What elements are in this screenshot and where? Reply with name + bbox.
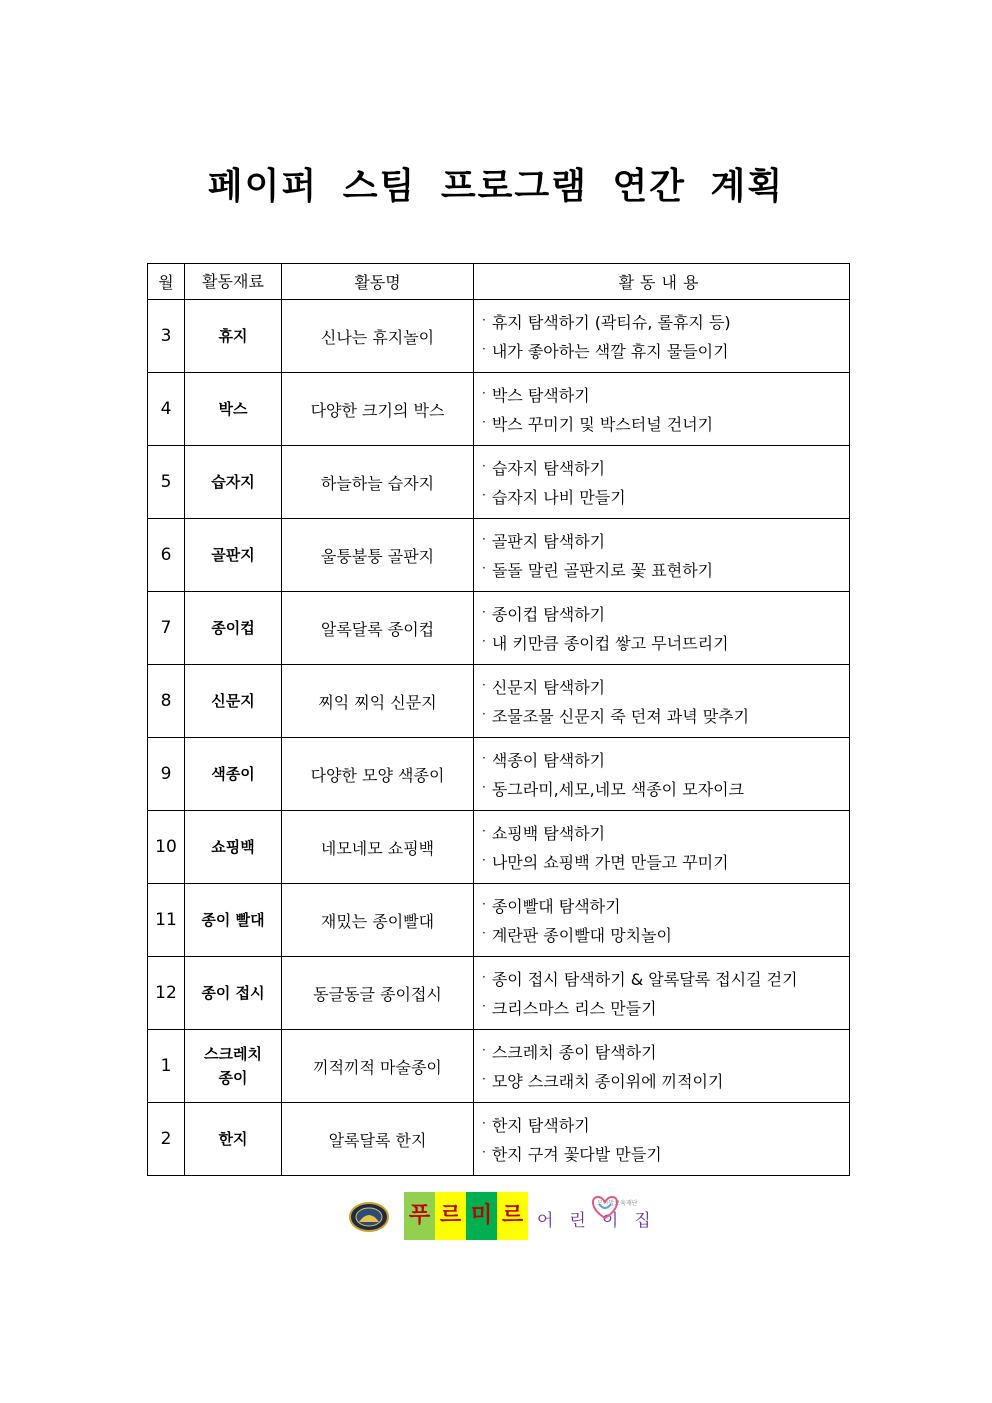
activity-content-text: 모양 스크래치 종이위에 끼적이기 [491, 1072, 724, 1091]
activity-content-line [482, 847, 849, 876]
activity-content-cell [474, 811, 850, 884]
activity-name-cell: 재밌는 종이빨대 [282, 884, 474, 957]
bullet-icon: · [482, 342, 486, 356]
header-activity-content: 활동내용 [474, 264, 850, 300]
table-row [148, 811, 850, 884]
activity-content-cell [474, 300, 850, 373]
header-activity-name: 활동명 [282, 264, 474, 300]
table-row [148, 665, 850, 738]
activity-content-text: 신문지 탐색하기 [491, 678, 606, 697]
bullet-icon: · [482, 897, 486, 911]
bullet-icon: · [482, 780, 486, 794]
activity-name-cell: 알록달록 한지 [282, 1103, 474, 1176]
activity-content-text: 박스 꾸미기 및 박스터널 건너기 [491, 415, 714, 434]
activity-name-cell: 신나는 휴지놀이 [282, 300, 474, 373]
activity-content-text: 종이 접시 탐색하기 & 알록달록 접시길 걷기 [491, 970, 798, 989]
activity-content-line [482, 1139, 849, 1168]
bullet-icon: · [482, 561, 486, 575]
bullet-icon: · [482, 824, 486, 838]
activity-content-line [482, 672, 849, 701]
activity-content-text: 동그라미,세모,네모 색종이 모자이크 [491, 780, 745, 799]
table-row [148, 373, 850, 446]
activity-name-cell: 다양한 모양 색종이 [282, 738, 474, 811]
activity-content-line [482, 1110, 849, 1139]
activity-content-cell [474, 1030, 850, 1103]
header-material: 활동재료 [185, 264, 282, 300]
brand-letter-1: 푸 [404, 1192, 435, 1240]
activity-name-cell: 찌익 찌익 신문지 [282, 665, 474, 738]
activity-content-text: 골판지 탐색하기 [491, 532, 606, 551]
bullet-icon: · [482, 1072, 486, 1086]
bullet-icon: · [482, 459, 486, 473]
month-cell: 11 [148, 884, 185, 957]
bullet-icon: · [482, 532, 486, 546]
activity-content-line [482, 409, 849, 438]
month-cell: 2 [148, 1103, 185, 1176]
foundation-text: 모아맘보육재단 [597, 1200, 638, 1207]
activity-content-text: 쇼핑백 탐색하기 [491, 824, 606, 843]
activity-content-line [482, 526, 849, 555]
activity-content-text: 휴지 탐색하기 (곽티슈, 롤휴지 등) [491, 313, 731, 332]
bullet-icon: · [482, 1145, 486, 1159]
activity-content-text: 돌돌 말린 골판지로 꽃 표현하기 [491, 561, 714, 580]
activity-content-line [482, 1037, 849, 1066]
bullet-icon: · [482, 386, 486, 400]
activity-name-cell: 네모네모 쇼핑백 [282, 811, 474, 884]
bullet-icon: · [482, 853, 486, 867]
table-row [148, 519, 850, 592]
table-row [148, 446, 850, 519]
bullet-icon: · [482, 313, 486, 327]
bullet-icon: · [482, 970, 486, 984]
material-cell: 박스 [185, 373, 282, 446]
brand-rest-text: 어린이집 [537, 1211, 667, 1231]
activity-content-line [482, 482, 849, 511]
material-cell: 한지 [185, 1103, 282, 1176]
bullet-icon: · [482, 634, 486, 648]
activity-content-text: 박스 탐색하기 [491, 386, 590, 405]
bullet-icon: · [482, 415, 486, 429]
activity-content-text: 나만의 쇼핑백 가면 만들고 꾸미기 [491, 853, 729, 872]
activity-content-text: 스크레치 종이 탐색하기 [491, 1043, 657, 1062]
activity-name-cell: 알록달록 종이컵 [282, 592, 474, 665]
table-row [148, 738, 850, 811]
material-cell: 스크레치 종이 [185, 1030, 282, 1103]
bullet-icon: · [482, 1116, 486, 1130]
bullet-icon: · [482, 488, 486, 502]
month-cell: 1 [148, 1030, 185, 1103]
bullet-icon: · [482, 605, 486, 619]
activity-content-line [482, 993, 849, 1022]
table-header-row [148, 264, 850, 300]
table-row [148, 884, 850, 957]
activity-name-cell: 울퉁불퉁 골판지 [282, 519, 474, 592]
table-body [148, 300, 850, 1176]
table-row [148, 1030, 850, 1103]
month-cell: 8 [148, 665, 185, 738]
month-cell: 5 [148, 446, 185, 519]
bullet-icon: · [482, 999, 486, 1013]
activity-content-line [482, 745, 849, 774]
circular-emblem-icon [349, 1202, 389, 1232]
month-cell: 7 [148, 592, 185, 665]
activity-content-text: 한지 구겨 꽃다발 만들기 [491, 1145, 662, 1164]
material-cell: 색종이 [185, 738, 282, 811]
month-cell: 6 [148, 519, 185, 592]
activity-content-text: 크리스마스 리스 만들기 [491, 999, 657, 1018]
bullet-icon: · [482, 1043, 486, 1057]
month-cell: 4 [148, 373, 185, 446]
activity-content-cell [474, 592, 850, 665]
activity-content-cell [474, 884, 850, 957]
bullet-icon: · [482, 707, 486, 721]
activity-name-cell: 동글동글 종이접시 [282, 957, 474, 1030]
table-row [148, 300, 850, 373]
activity-content-text: 종이컵 탐색하기 [491, 605, 606, 624]
material-cell: 종이 접시 [185, 957, 282, 1030]
table-row [148, 592, 850, 665]
activity-content-text: 내가 좋아하는 색깔 휴지 물들이기 [491, 342, 729, 361]
activity-content-cell [474, 957, 850, 1030]
header-month: 월 [148, 264, 185, 300]
activity-content-text: 색종이 탐색하기 [491, 751, 606, 770]
activity-content-text: 한지 탐색하기 [491, 1116, 590, 1135]
activity-content-line [482, 818, 849, 847]
activity-content-line [482, 628, 849, 657]
activity-content-cell [474, 1103, 850, 1176]
brand-letter-3: 미 [466, 1192, 497, 1240]
activity-content-cell [474, 373, 850, 446]
activity-content-line [482, 307, 849, 336]
material-cell: 종이컵 [185, 592, 282, 665]
activity-content-line [482, 964, 849, 993]
activity-content-line [482, 920, 849, 949]
month-cell: 3 [148, 300, 185, 373]
activity-content-line [482, 774, 849, 803]
bullet-icon: · [482, 751, 486, 765]
activity-content-line [482, 380, 849, 409]
activity-content-text: 계란판 종이빨대 망치놀이 [491, 926, 673, 945]
brand-letter-2: 르 [435, 1192, 466, 1240]
bullet-icon: · [482, 926, 486, 940]
material-cell: 신문지 [185, 665, 282, 738]
activity-name-cell: 하늘하늘 습자지 [282, 446, 474, 519]
month-cell: 12 [148, 957, 185, 1030]
month-cell: 9 [148, 738, 185, 811]
brand-letter-4: 르 [497, 1192, 528, 1240]
activity-content-cell [474, 519, 850, 592]
activity-content-text: 조물조물 신문지 죽 던져 과녁 맞추기 [491, 707, 750, 726]
activity-content-line [482, 1066, 849, 1095]
material-cell: 휴지 [185, 300, 282, 373]
month-cell: 10 [148, 811, 185, 884]
footer-logo [349, 1192, 667, 1242]
table-row [148, 957, 850, 1030]
activity-content-line [482, 453, 849, 482]
annual-plan-table [147, 263, 850, 1176]
activity-content-text: 종이빨대 탐색하기 [491, 897, 621, 916]
bullet-icon: · [482, 678, 486, 692]
activity-content-cell [474, 738, 850, 811]
activity-content-line [482, 555, 849, 584]
activity-content-cell [474, 446, 850, 519]
material-cell: 쇼핑백 [185, 811, 282, 884]
activity-content-text: 습자지 탐색하기 [491, 459, 606, 478]
table-row [148, 1103, 850, 1176]
material-cell: 골판지 [185, 519, 282, 592]
activity-content-text: 내 키만큼 종이컵 쌓고 무너뜨리기 [491, 634, 729, 653]
activity-content-line [482, 336, 849, 365]
page-title: 페이퍼 스팀 프로그램 연간 계획 [207, 166, 785, 207]
material-cell: 종이 빨대 [185, 884, 282, 957]
activity-content-line [482, 701, 849, 730]
activity-name-cell: 다양한 크기의 박스 [282, 373, 474, 446]
activity-content-text: 습자지 나비 만들기 [491, 488, 626, 507]
material-cell: 습자지 [185, 446, 282, 519]
activity-content-line [482, 891, 849, 920]
activity-name-cell: 끼적끼적 마술종이 [282, 1030, 474, 1103]
activity-content-line [482, 599, 849, 628]
activity-content-cell [474, 665, 850, 738]
